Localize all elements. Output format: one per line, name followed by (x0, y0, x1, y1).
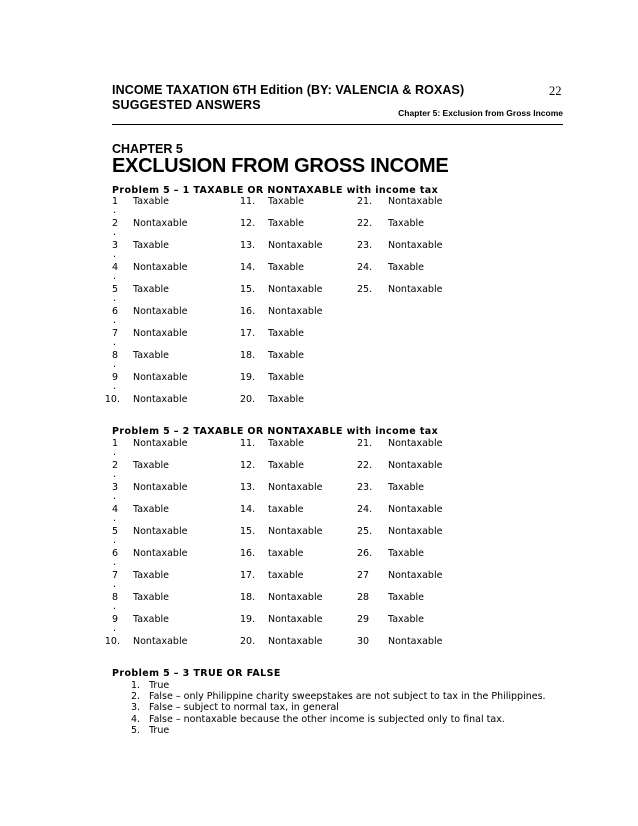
item-number: 18. (240, 350, 256, 361)
answer-text: Taxable (268, 350, 305, 361)
item-number: 7 (112, 570, 119, 581)
answer-text: Taxable (133, 284, 170, 295)
item-number: 22. (357, 218, 373, 229)
item-number: 14. (240, 262, 256, 273)
answer-text: Nontaxable (388, 636, 443, 647)
number-period: . (113, 315, 117, 326)
list-item (131, 691, 546, 702)
answer-text: taxable (268, 570, 304, 581)
number-period: . (113, 557, 117, 568)
header-divider (112, 124, 563, 125)
answer-text: taxable (268, 504, 304, 515)
item-number: 3. (131, 702, 141, 714)
item-number: 19. (240, 614, 256, 625)
item-number: 29 (357, 614, 370, 625)
answer-text: Nontaxable (388, 570, 443, 581)
answer-text: Taxable (133, 196, 170, 207)
item-text: True (149, 724, 170, 736)
item-number: 5 (112, 526, 119, 537)
answer-text: Nontaxable (133, 526, 188, 537)
list-item (131, 725, 546, 736)
answer-text: Taxable (133, 240, 170, 251)
list-item (131, 714, 546, 725)
answer-text: Taxable (268, 218, 305, 229)
answer-text: Taxable (133, 570, 170, 581)
item-number: 2 (112, 218, 119, 229)
chapter-reference: Chapter 5: Exclusion from Gross Income (398, 108, 563, 118)
answer-text: Taxable (268, 460, 305, 471)
item-number: 27 (357, 570, 370, 581)
problem-1-title: Problem 5 – 1 TAXABLE OR NONTAXABLE with income tax (112, 185, 439, 196)
problem-2-title: Problem 5 – 2 TAXABLE OR NONTAXABLE with income tax (112, 426, 439, 437)
answer-text: Nontaxable (133, 306, 188, 317)
item-number: 23. (357, 482, 373, 493)
answer-text: Nontaxable (268, 306, 323, 317)
answer-text: Nontaxable (388, 438, 443, 449)
number-period: . (113, 579, 117, 590)
item-number: 19. (240, 372, 256, 383)
item-number: 10. (104, 636, 120, 647)
answer-text: Taxable (268, 372, 305, 383)
item-number: 24. (357, 262, 373, 273)
answer-text: Taxable (133, 614, 170, 625)
item-number: 12. (240, 460, 256, 471)
item-number: 5. (131, 724, 141, 736)
item-number: 16. (240, 548, 256, 559)
item-number: 1 (112, 196, 119, 207)
item-number: 21. (357, 196, 373, 207)
answer-text: Nontaxable (133, 482, 188, 493)
chapter-title: EXCLUSION FROM GROSS INCOME (112, 155, 449, 177)
item-number: 2. (131, 691, 141, 703)
item-number: 4. (131, 713, 141, 725)
item-number: 7 (112, 328, 119, 339)
item-number: 25. (357, 284, 373, 295)
answer-text: Taxable (268, 394, 305, 405)
answer-text: Nontaxable (133, 438, 188, 449)
answer-text: Nontaxable (133, 548, 188, 559)
answer-text: Taxable (133, 460, 170, 471)
answer-text: Taxable (268, 196, 305, 207)
item-number: 2 (112, 460, 119, 471)
answer-text: Nontaxable (133, 394, 188, 405)
item-number: 15. (240, 526, 256, 537)
number-period: . (113, 447, 117, 458)
item-number: 28 (357, 592, 370, 603)
item-number: 21. (357, 438, 373, 449)
answer-text: Nontaxable (388, 240, 443, 251)
answer-text: Taxable (268, 438, 305, 449)
number-period: . (113, 293, 117, 304)
answer-text: Taxable (388, 614, 425, 625)
answer-text: Nontaxable (133, 328, 188, 339)
item-number: 1 (112, 438, 119, 449)
item-number: 11. (240, 438, 256, 449)
item-number: 24. (357, 504, 373, 515)
page-number: 22 (549, 84, 562, 98)
item-number: 3 (112, 240, 119, 251)
number-period: . (113, 491, 117, 502)
answer-text: Nontaxable (268, 482, 323, 493)
item-number: 17. (240, 328, 256, 339)
answer-text: Nontaxable (133, 636, 188, 647)
number-period: . (113, 513, 117, 524)
answer-text: taxable (268, 548, 304, 559)
answer-text: Nontaxable (133, 372, 188, 383)
item-number: 17. (240, 570, 256, 581)
answer-text: Taxable (133, 350, 170, 361)
number-period: . (113, 535, 117, 546)
number-period: . (113, 623, 117, 634)
item-number: 8 (112, 592, 119, 603)
item-number: 16. (240, 306, 256, 317)
item-text: False – subject to normal tax, in general (149, 702, 339, 714)
item-number: 30 (357, 636, 370, 647)
item-number: 6 (112, 306, 119, 317)
item-text: False – nontaxable because the other income is subjected only to final tax. (149, 713, 505, 725)
answer-text: Nontaxable (388, 504, 443, 515)
answer-text: Nontaxable (268, 240, 323, 251)
answer-text: Taxable (268, 262, 305, 273)
item-number: 13. (240, 482, 256, 493)
item-number: 12. (240, 218, 256, 229)
number-period: . (113, 249, 117, 260)
item-number: 4 (112, 504, 119, 515)
item-number: 26. (357, 548, 373, 559)
problem-3-title: Problem 5 – 3 TRUE OR FALSE (112, 668, 281, 679)
item-number: 9 (112, 372, 119, 383)
item-number: 23. (357, 240, 373, 251)
item-number: 14. (240, 504, 256, 515)
number-period: . (113, 601, 117, 612)
answer-text: Nontaxable (388, 196, 443, 207)
answer-text: Nontaxable (133, 262, 188, 273)
answer-text: Nontaxable (133, 218, 188, 229)
answer-text: Nontaxable (388, 284, 443, 295)
item-number: 22. (357, 460, 373, 471)
answer-text: Nontaxable (388, 526, 443, 537)
item-number: 20. (240, 636, 256, 647)
answer-text: Nontaxable (268, 614, 323, 625)
answer-text: Nontaxable (268, 526, 323, 537)
answer-text: Taxable (133, 592, 170, 603)
chapter-label: CHAPTER 5 (112, 142, 183, 156)
item-number: 15. (240, 284, 256, 295)
item-number: 18. (240, 592, 256, 603)
item-number: 8 (112, 350, 119, 361)
answer-text: Nontaxable (268, 592, 323, 603)
number-period: . (113, 469, 117, 480)
item-number: 10. (104, 394, 120, 405)
item-number: 20. (240, 394, 256, 405)
answer-text: Taxable (388, 548, 425, 559)
answer-text: Taxable (388, 592, 425, 603)
list-item (131, 680, 546, 691)
item-number: 1. (131, 680, 141, 691)
problem-3-answers (131, 680, 546, 736)
item-number: 3 (112, 482, 119, 493)
item-number: 13. (240, 240, 256, 251)
number-period: . (113, 271, 117, 282)
book-subtitle: SUGGESTED ANSWERS (112, 98, 261, 112)
book-title: INCOME TAXATION 6TH Edition (BY: VALENCIA & ROXAS) (112, 83, 465, 97)
list-item (131, 702, 546, 713)
answer-text: Taxable (388, 262, 425, 273)
number-period: . (113, 381, 117, 392)
number-period: . (113, 205, 117, 216)
answer-text: Taxable (388, 218, 425, 229)
item-text: False – only Philippine charity sweepstakes are not subject to tax in the Philippines. (149, 691, 546, 703)
answer-text: Taxable (388, 482, 425, 493)
item-number: 25. (357, 526, 373, 537)
answer-text: Taxable (133, 504, 170, 515)
answer-text: Nontaxable (388, 460, 443, 471)
item-number: 9 (112, 614, 119, 625)
item-number: 4 (112, 262, 119, 273)
item-text: True (149, 680, 170, 691)
answer-text: Nontaxable (268, 636, 323, 647)
answer-text: Nontaxable (268, 284, 323, 295)
number-period: . (113, 337, 117, 348)
answer-text: Taxable (268, 328, 305, 339)
item-number: 6 (112, 548, 119, 559)
number-period: . (113, 227, 117, 238)
item-number: 11. (240, 196, 256, 207)
item-number: 5 (112, 284, 119, 295)
number-period: . (113, 359, 117, 370)
